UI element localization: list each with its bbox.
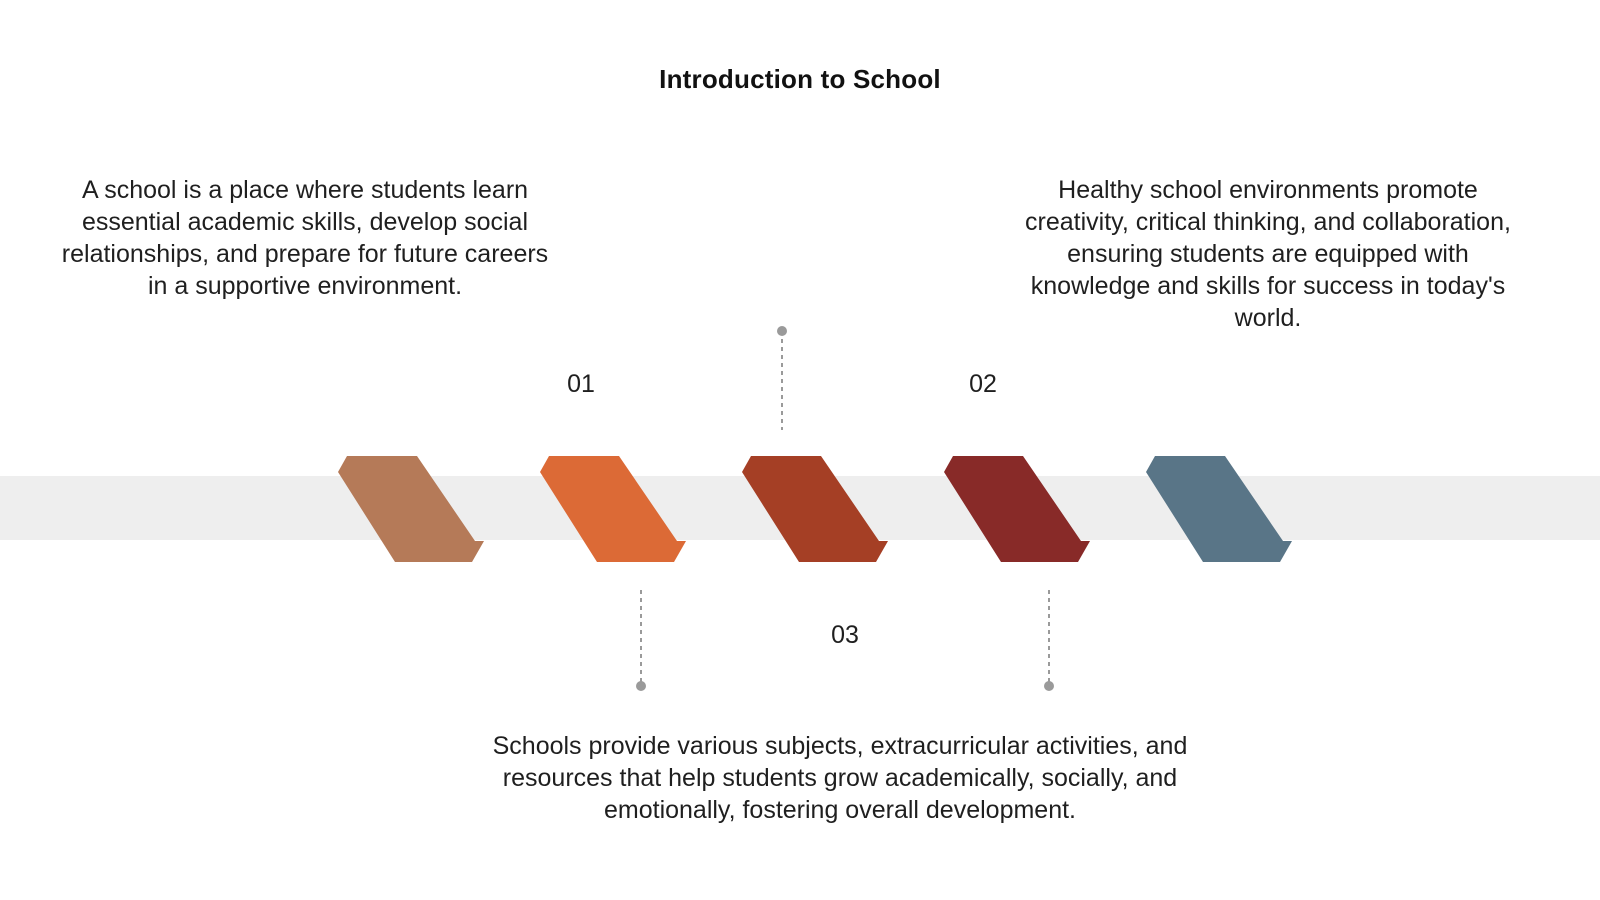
step-01-text: A school is a place where students learn essential academic skills, develop social relationships, and prepare for future careers in a supportive environment. bbox=[61, 176, 549, 300]
connector-dot-icon bbox=[777, 326, 787, 336]
ribbon-band bbox=[0, 476, 1600, 540]
step-02-text: Healthy school environments promote creativity, critical thinking, and collaboration, ensuring students are equipped with knowledge and skills for success in today's world. bbox=[1025, 176, 1511, 332]
connector-bottom-right bbox=[1044, 590, 1054, 691]
step-03-number: 03 bbox=[831, 621, 859, 649]
step-01-number: 01 bbox=[567, 370, 595, 398]
connector-dot-icon bbox=[636, 681, 646, 691]
connector-dot-icon bbox=[1044, 681, 1054, 691]
step-02-number: 02 bbox=[969, 370, 997, 398]
step-03-text: Schools provide various subjects, extracurricular activities, and resources that help students grow academically, socially, and emotionally, fostering overall development. bbox=[492, 732, 1188, 824]
slide-title: Introduction to School bbox=[659, 64, 941, 94]
connector-bottom-left bbox=[636, 590, 646, 691]
connector-top bbox=[777, 326, 787, 430]
